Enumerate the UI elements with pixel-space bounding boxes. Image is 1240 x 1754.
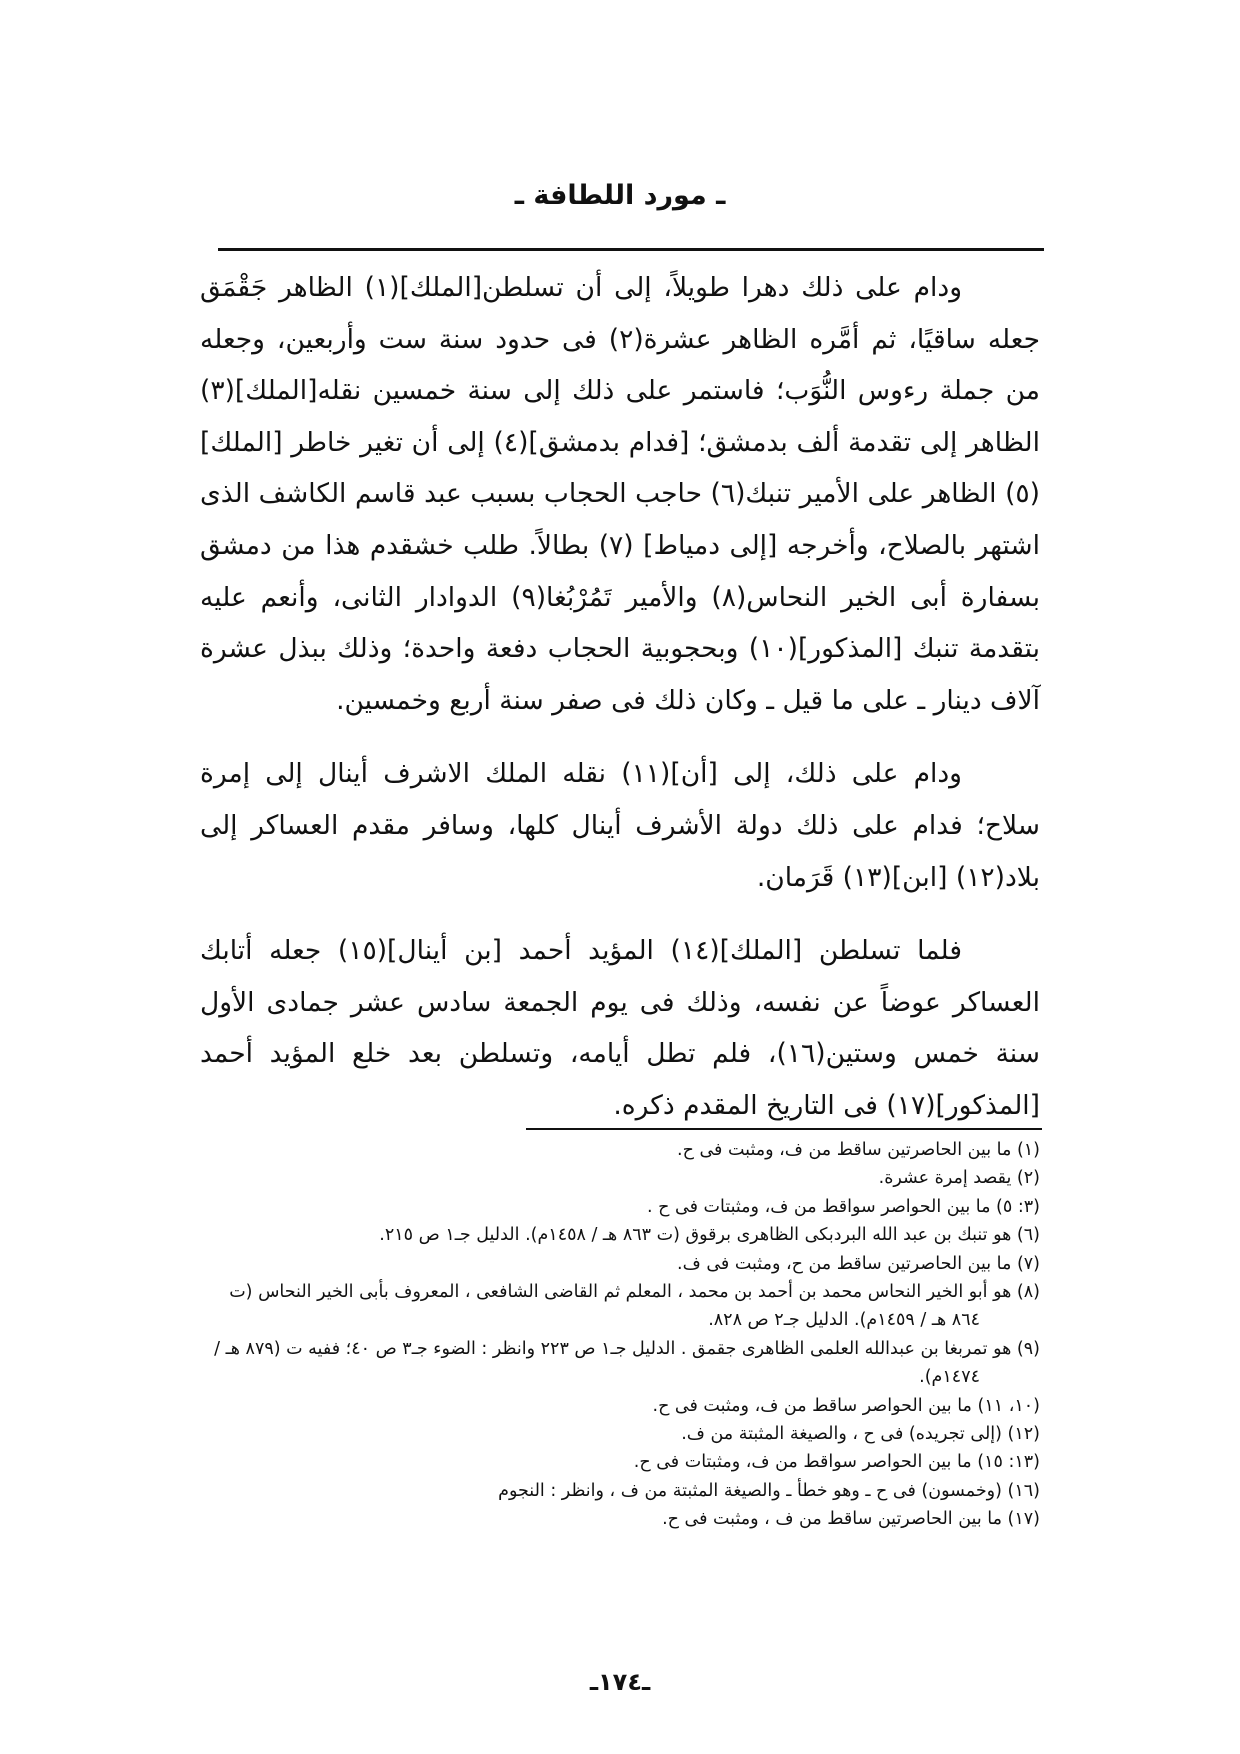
paragraph: ودام على ذلك، إلى [أن](١١) نقله الملك الاشرف أينال إلى إمرة سلاح؛ فدام على ذلك دولة الأشرف أينال كلها، وسافر مقدم العساكر إلى بلاد(١٢) [ابن](١٣) قَرَمان. [200,758,1040,893]
footnote: (٩) هو تمربغا بن عبدالله العلمى الظاهرى جقمق . الدليل جـ١ ص ٢٢٣ وانظر : الضوء جـ٣ ص ٤٠؛ ففيه ت (٨٧٩ هـ / ١٤٧٤م). [214,1338,1040,1388]
footnote: (٨) هو أبو الخير النحاس محمد بن أحمد بن محمد ، المعلم ثم القاضى الشافعى ، المعروف بأبى الخير النحاس (ت ٨٦٤ هـ / ١٤٥٩م). الدليل جـ٢ ص ٨٢٨. [229,1282,1040,1331]
page-number: ـ١٧٤ـ [589,1668,651,1696]
footnote: (٧) ما بين الحاصرتين ساقط من ح، ومثبت فى ف. [677,1253,1040,1274]
main-text [200,262,1040,1132]
footnote: (٣: ٥) ما بين الحواصر سواقط من ف، ومثبتات فى ح . [647,1196,1040,1217]
footnote: (١٢) (إلى تجريده) فى ح ، والصيغة المثبتة من ف. [681,1424,1040,1445]
paragraph: فلما تسلطن [الملك](١٤) المؤيد أحمد [بن أينال](١٥) جعله أتابك العساكر عوضاً عن نفسه، وذلك فى يوم الجمعة سادس عشر جمادى الأول سنة خمس وستين(١٦)، فلم تطل أيامه، وتسلطن بعد خلع المؤيد أحمد [المذكور](١٧) فى التاريخ المقدم ذكره. [200,935,1041,1121]
footnote: (٢) يقصد إمرة عشرة. [878,1168,1040,1189]
footnote: (١٦) (وخمسون) فى ح ـ وهو خطأ ـ والصيغة المثبتة من ف ، وانظر : النجوم [498,1480,1040,1501]
footnote: (١٣: ١٥) ما بين الحواصر سواقط من ف، ومثبتات فى ح. [633,1452,1040,1473]
footnote: (١٧) ما بين الحاصرتين ساقط من ف ، ومثبت فى ح. [662,1509,1040,1530]
footnote: (١) ما بين الحاصرتين ساقط من ف، ومثبت فى ح. [677,1140,1040,1160]
header-rule [218,248,1044,251]
footnote: (٦) هو تنبك بن عبد الله البردبكى الظاهرى برقوق (ت ٨٦٣ هـ / ١٤٥٨م). الدليل جـ١ ص ٢١٥. [379,1225,1040,1246]
footnote-rule [526,1128,1042,1130]
paragraph: ودام على ذلك دهرا طويلاً، إلى أن تسلطن[الملك](١) الظاهر جَقْمَق جعله ساقيًا، ثم أمَّره الظاهر عشرة(٢) فى حدود سنة ست وأربعين، وجعله من جملة رءوس النُّوَب؛ فاستمر على ذلك إلى سنة خمسين نقله[الملك](٣) الظاهر إلى تقدمة ألف بدمشق؛ [فدام بدمشق](٤) إلى أن تغير خاطر [الملك](٥) الظاهر على الأمير تنبك(٦) حاجب الحجاب بسبب عبد قاسم الكاشف الذى اشتهر بالصلاح، وأخرجه [إلى دمياط] (٧) بطالاً. طلب خشقدم هذا من دمشق بسفارة أبى الخير النحاس(٨) والأمير تَمُرْبُغا(٩) الدوادار الثانى، وأنعم عليه بتقدمة تنبك [المذكور](١٠) وبحجوبية الحجاب دفعة واحدة؛ وذلك ببذل عشرة آلاف دينار ـ على ما قيل ـ وكان ذلك فى صفر سنة أربع وخمسين. [200,272,1040,716]
footnotes-list [200,1136,1040,1534]
footnote: (١٠، ١١) ما بين الحواصر ساقط من ف، ومثبت فى ح. [652,1395,1040,1416]
running-title: ـ مورد اللطافة ـ [514,180,726,211]
